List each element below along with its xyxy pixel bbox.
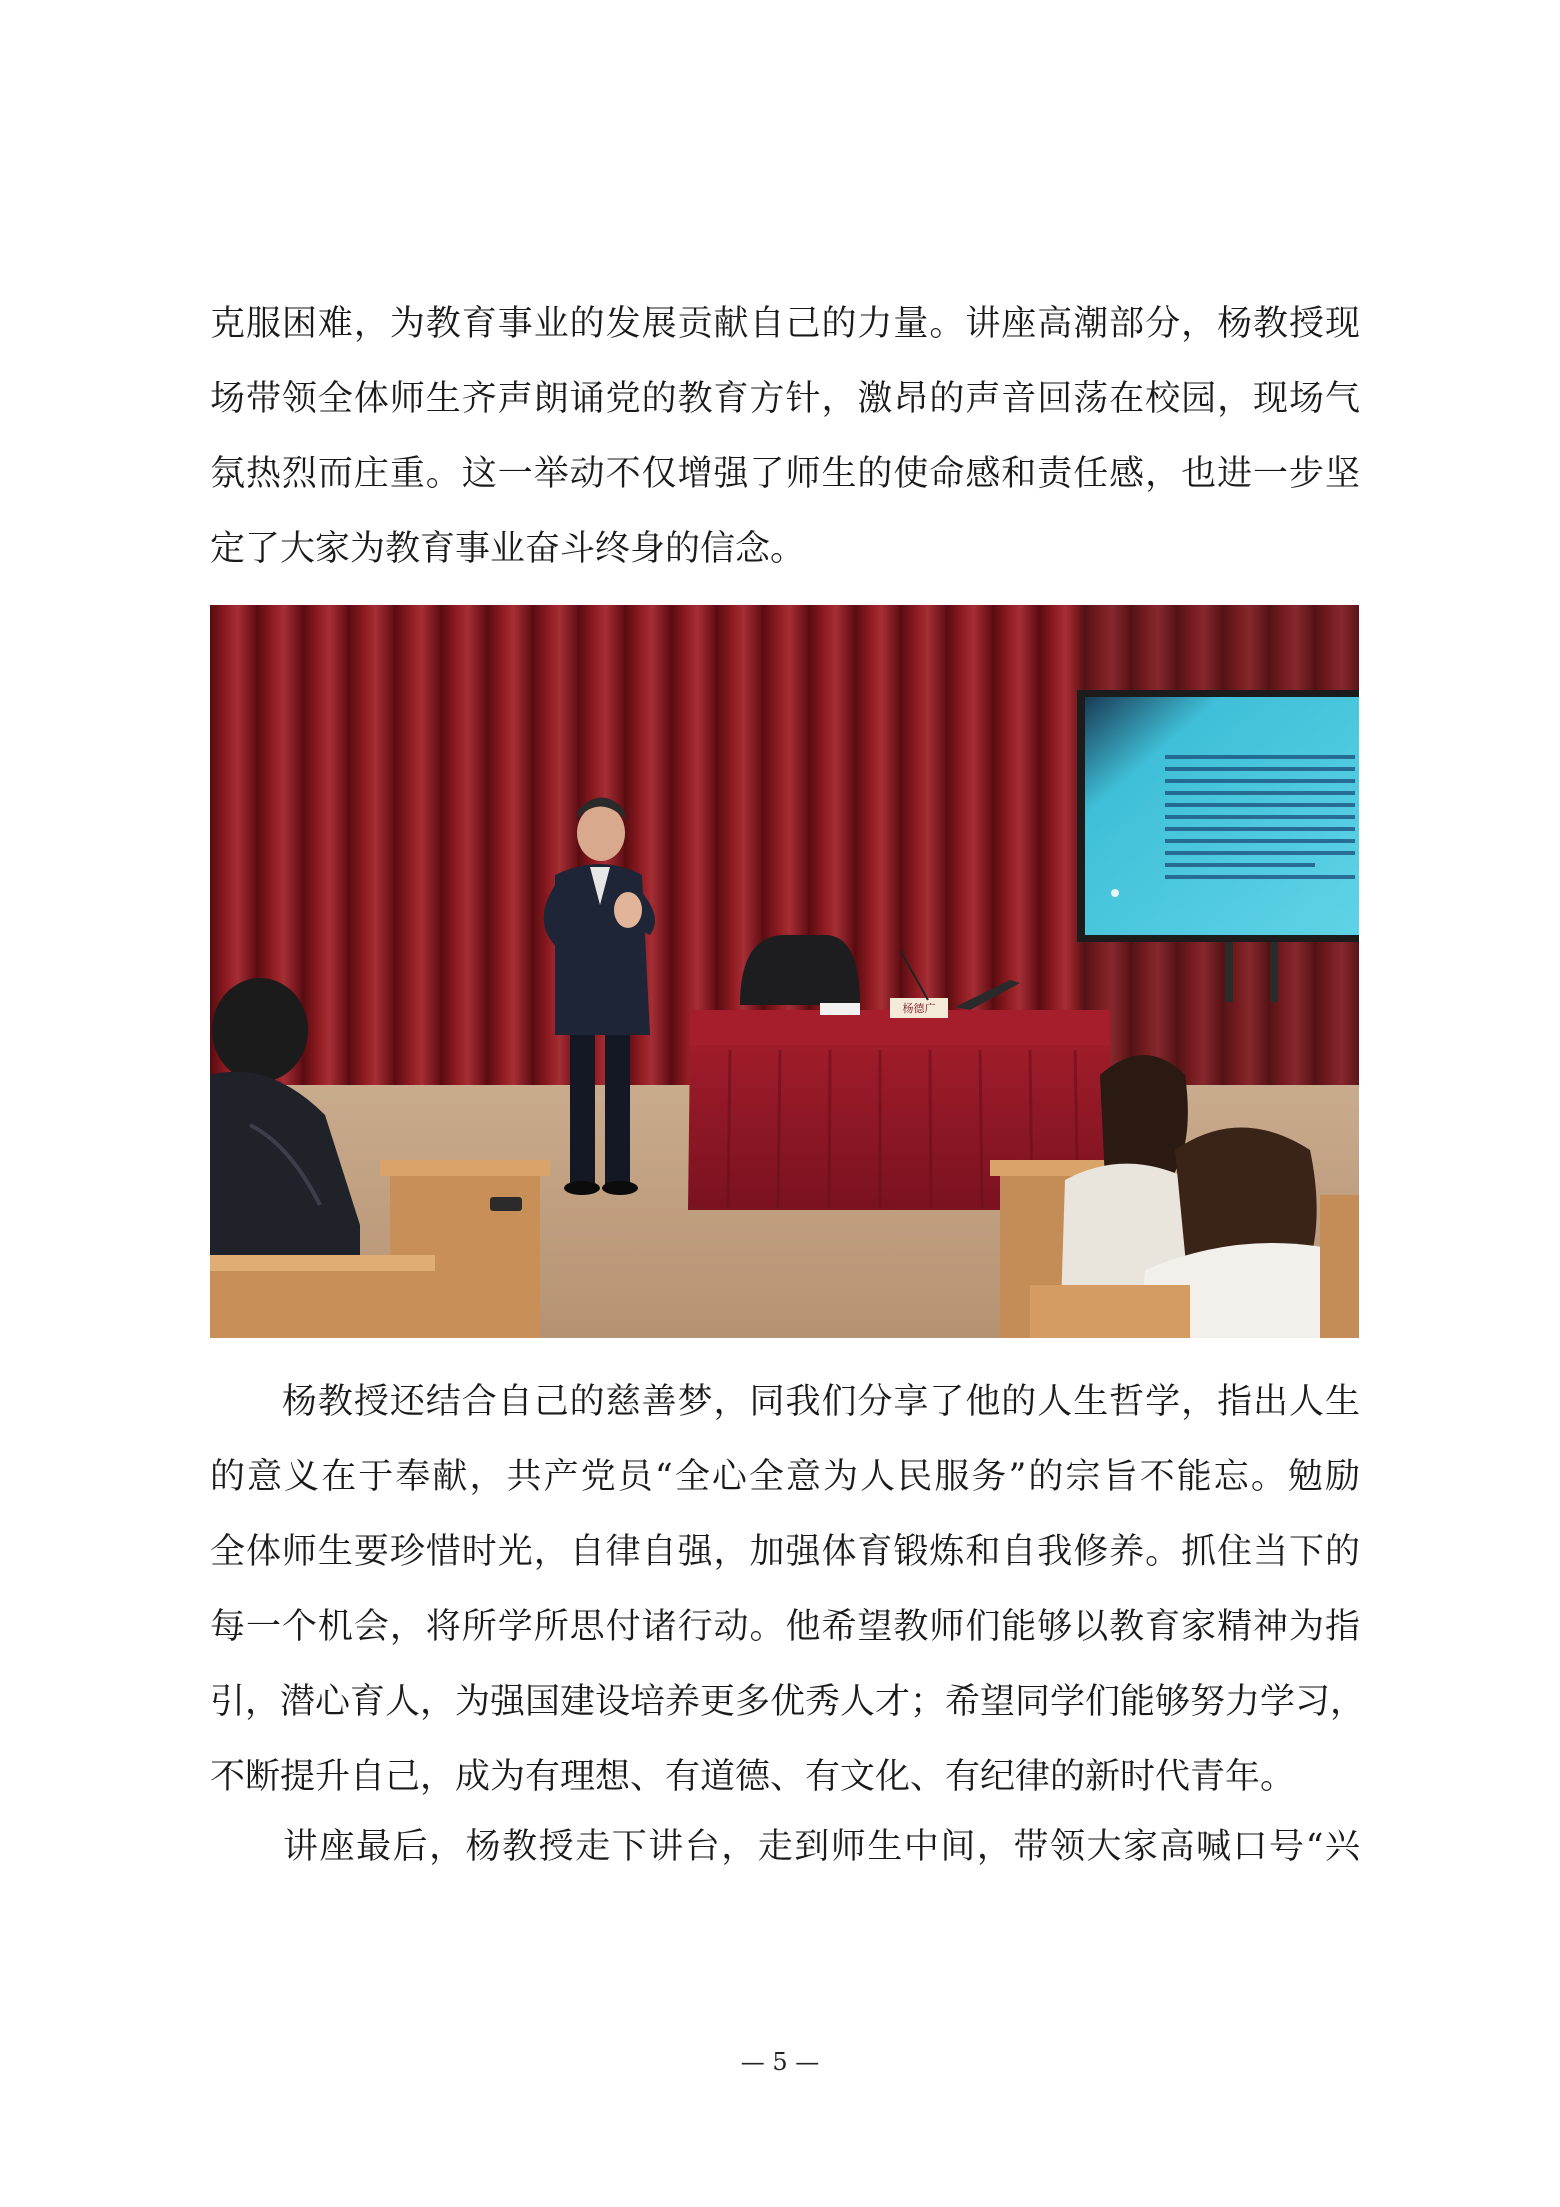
nameplate-text: 杨德广	[902, 1002, 936, 1015]
paragraph-2	[210, 1365, 1366, 1815]
text-line: 克服困难，为教育事业的发展贡献自己的力量。讲座高潮部分，杨教授现	[210, 304, 1360, 344]
text-line: 每一个机会，将所学所思付诸行动。他希望教师们能够以教育家精神为指	[210, 1607, 1360, 1647]
lecture-photo	[210, 605, 1359, 1338]
paragraph-1	[210, 287, 1360, 587]
text-line: 的意义在于奉献，共产党员“全心全意为人民服务”的宗旨不能忘。勉励	[210, 1457, 1360, 1497]
lecture-scene-illustration	[210, 605, 1359, 1338]
page-number: — 5 —	[740, 2048, 820, 2076]
text-line: 场带领全体师生齐声朗诵党的教育方针，激昂的声音回荡在校园，现场气	[210, 379, 1360, 419]
text-line: 定了大家为教育事业奋斗终身的信念。	[210, 529, 806, 569]
paragraph-3	[210, 1810, 1360, 1885]
text-line: 不断提升自己，成为有理想、有道德、有文化、有纪律的新时代青年。	[210, 1757, 1296, 1797]
text-line: 引，潜心育人，为强国建设培养更多优秀人才；希望同学们能够努力学习，	[210, 1682, 1366, 1722]
text-line: 氛热烈而庄重。这一举动不仅增强了师生的使命感和责任感，也进一步坚	[210, 454, 1360, 494]
text-line: 杨教授还结合自己的慈善梦，同我们分享了他的人生哲学，指出人生	[210, 1382, 1360, 1422]
text-line: 讲座最后，杨教授走下讲台，走到师生中间，带领大家高喊口号“兴	[210, 1827, 1360, 1867]
text-line: 全体师生要珍惜时光，自律自强，加强体育锻炼和自我修养。抓住当下的	[210, 1532, 1360, 1572]
